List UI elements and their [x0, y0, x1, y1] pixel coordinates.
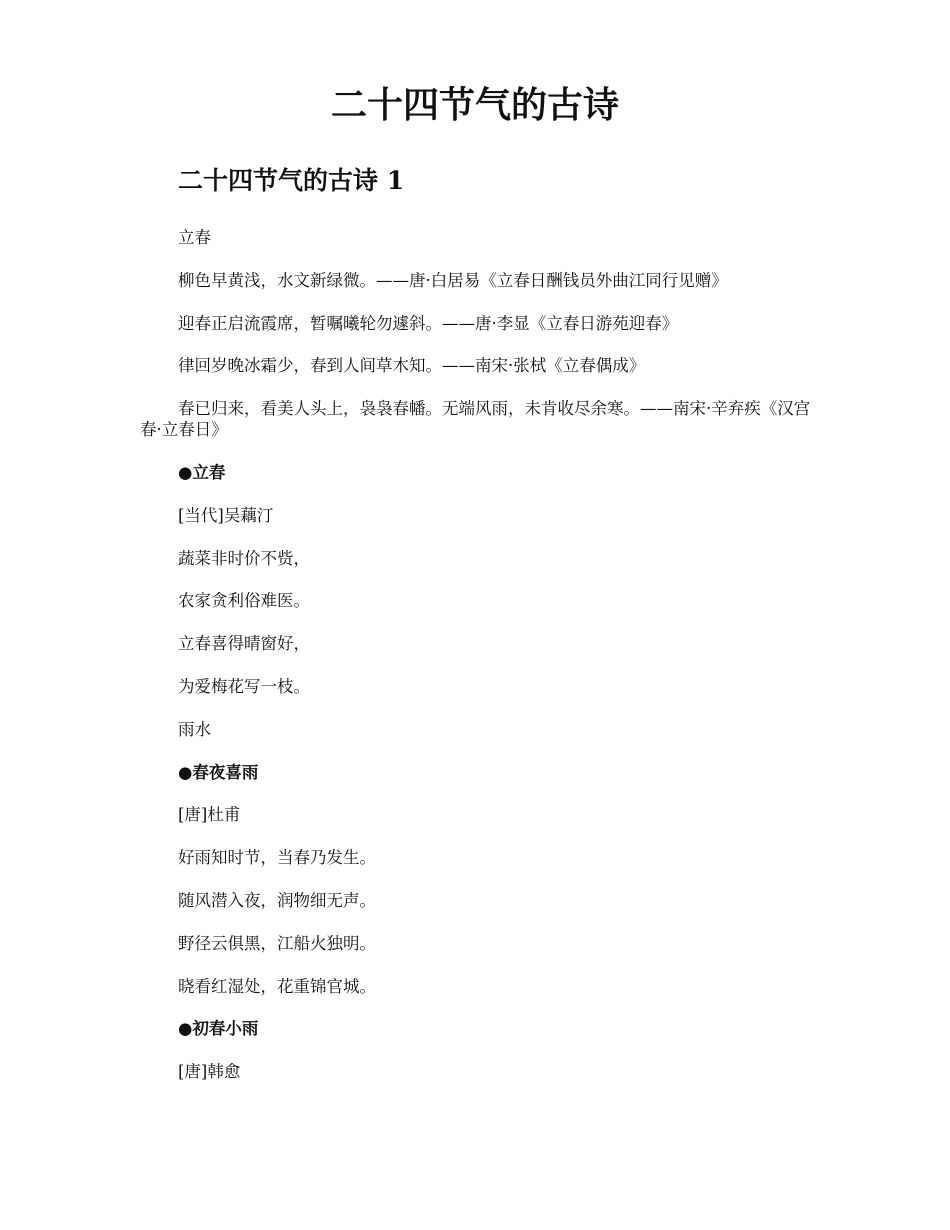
paragraph: 蔬菜非时价不赀， [178, 548, 310, 568]
paragraph: [唐]杜甫 [178, 805, 241, 825]
paragraph: 柳色早黄浅，水文新绿微。——唐·白居易《立春日酬钱员外曲江同行见赠》 [178, 270, 728, 290]
paragraph: 立春喜得晴窗好， [178, 634, 310, 654]
paragraph: 雨水 [178, 719, 211, 739]
paragraph: 随风潜入夜，润物细无声。 [178, 890, 376, 910]
section-heading: 二十四节气的古诗 1 [178, 166, 405, 195]
paragraph: 律回岁晚冰霜少，春到人间草木知。——南宋·张栻《立春偶成》 [178, 356, 646, 376]
paragraph: [当代]吴藕汀 [178, 505, 274, 525]
paragraph: 迎春正启流霞席，暂嘱曦轮勿遽斜。——唐·李显《立春日游苑迎春》 [178, 313, 679, 333]
paragraph: 野径云俱黑，江船火独明。 [178, 933, 376, 953]
paragraph: 农家贪利俗难医。 [178, 591, 310, 611]
paragraph: 为爱梅花写一枝。 [178, 676, 310, 696]
paragraph: 立春 [178, 228, 211, 247]
paragraph: 春已归来，看美人头上，袅袅春幡。无端风雨，未肯收尽余寒。——南宋·辛弃疾《汉宫春·立春日》 [140, 399, 811, 440]
paragraph: [唐]韩愈 [178, 1062, 241, 1082]
poem-title: ●立春 [178, 462, 226, 482]
document-body [140, 227, 820, 1104]
paragraph: 晓看红湿处，花重锦官城。 [178, 976, 376, 996]
poem-title: ●初春小雨 [178, 1019, 259, 1039]
poem-title: ●春夜喜雨 [178, 762, 259, 782]
paragraph: 好雨知时节，当春乃发生。 [178, 848, 376, 868]
document-title: 二十四节气的古诗 [330, 84, 619, 126]
